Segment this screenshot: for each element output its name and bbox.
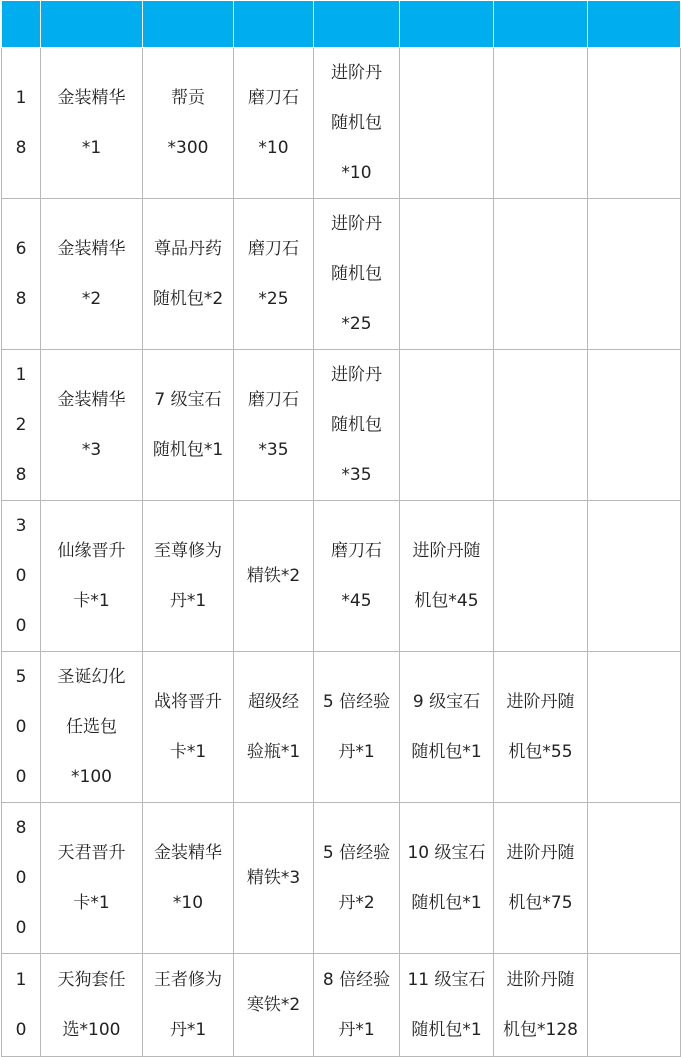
reward-text: 8 倍经验 丹*1 — [322, 970, 391, 1040]
amount-cell — [2, 199, 41, 350]
reward-cell — [41, 199, 143, 350]
reward-text: 寒铁*2 — [246, 995, 301, 1015]
reward-cell — [400, 652, 494, 803]
reward-cell — [400, 954, 494, 1057]
reward-text: 至尊修为 丹*1 — [154, 541, 222, 611]
reward-cell — [494, 501, 588, 652]
reward-cell — [400, 803, 494, 954]
reward-text: 进阶丹随 机包*45 — [412, 541, 481, 611]
table-row — [2, 501, 681, 652]
amount-text: 3 0 0 — [15, 516, 27, 636]
reward-text: 王者修为 丹*1 — [154, 970, 222, 1040]
reward-cell — [314, 199, 400, 350]
empty-cell — [588, 501, 681, 652]
reward-cell — [314, 652, 400, 803]
reward-cell — [400, 350, 494, 501]
reward-cell — [400, 48, 494, 199]
reward-cell — [41, 501, 143, 652]
reward-text: 9 级宝石 随机包*1 — [411, 692, 482, 762]
header-cell — [234, 1, 314, 48]
empty-cell — [588, 199, 681, 350]
amount-text: 8 0 0 — [15, 818, 27, 938]
reward-text: 圣诞幻化 任选包 *100 — [57, 667, 126, 787]
empty-cell — [588, 954, 681, 1057]
reward-cell — [494, 803, 588, 954]
reward-cell — [41, 954, 143, 1057]
reward-text: 进阶丹随 机包*75 — [506, 843, 575, 913]
table-row — [2, 350, 681, 501]
reward-cell — [494, 199, 588, 350]
reward-text: 仙缘晋升 卡*1 — [57, 541, 126, 611]
amount-cell — [2, 954, 41, 1057]
reward-text: 5 倍经验 丹*2 — [322, 843, 391, 913]
reward-text: 10 级宝石 随机包*1 — [407, 843, 486, 913]
reward-cell — [314, 954, 400, 1057]
empty-cell — [588, 350, 681, 501]
amount-text: 1 8 — [15, 88, 27, 158]
reward-text: 磨刀石 *25 — [248, 239, 299, 309]
reward-text: 天君晋升 卡*1 — [57, 843, 126, 913]
reward-text: 金装精华 *1 — [57, 88, 126, 158]
header-cell — [2, 1, 41, 48]
reward-text: 战将晋升 卡*1 — [154, 692, 222, 762]
reward-text: 5 倍经验 丹*1 — [322, 692, 391, 762]
table-row — [2, 48, 681, 199]
amount-text: 5 0 0 — [15, 667, 27, 787]
reward-cell — [143, 803, 234, 954]
reward-cell — [234, 501, 314, 652]
reward-text: 磨刀石 *10 — [248, 88, 299, 158]
reward-cell — [494, 350, 588, 501]
header-cell — [400, 1, 494, 48]
header-cell — [494, 1, 588, 48]
reward-cell — [494, 954, 588, 1057]
reward-text: 精铁*3 — [246, 868, 301, 888]
amount-cell — [2, 501, 41, 652]
reward-text: 精铁*2 — [246, 566, 301, 586]
empty-cell — [588, 652, 681, 803]
header-cell — [314, 1, 400, 48]
reward-text: 进阶丹 随机包 *35 — [331, 365, 382, 485]
reward-cell — [314, 350, 400, 501]
amount-cell — [2, 652, 41, 803]
header-cell — [143, 1, 234, 48]
amount-text: 6 8 — [15, 239, 27, 309]
reward-cell — [143, 199, 234, 350]
amount-cell — [2, 48, 41, 199]
reward-cell — [143, 48, 234, 199]
table-header-row — [2, 1, 681, 48]
reward-text: 帮贡 *300 — [167, 88, 209, 158]
reward-cell — [234, 350, 314, 501]
table-row — [2, 803, 681, 954]
reward-cell — [41, 350, 143, 501]
reward-cell — [41, 652, 143, 803]
reward-cell — [494, 652, 588, 803]
amount-text: 1 2 8 — [15, 365, 27, 485]
reward-cell — [41, 48, 143, 199]
reward-cell — [494, 48, 588, 199]
reward-text: 7 级宝石 随机包*1 — [152, 390, 224, 460]
amount-text: 1 0 — [15, 970, 27, 1040]
reward-cell — [41, 803, 143, 954]
reward-text: 11 级宝石 随机包*1 — [407, 970, 486, 1040]
reward-cell — [400, 501, 494, 652]
table-row — [2, 199, 681, 350]
amount-cell — [2, 350, 41, 501]
reward-cell — [234, 48, 314, 199]
reward-text: 超级经 验瓶*1 — [246, 692, 301, 762]
header-cell — [588, 1, 681, 48]
reward-text: 磨刀石 *45 — [331, 541, 382, 611]
empty-cell — [588, 803, 681, 954]
reward-cell — [143, 954, 234, 1057]
reward-text: 进阶丹 随机包 *10 — [331, 63, 382, 183]
header-cell — [41, 1, 143, 48]
reward-table — [1, 0, 681, 1057]
reward-cell — [314, 803, 400, 954]
reward-cell — [234, 652, 314, 803]
amount-cell — [2, 803, 41, 954]
reward-text: 进阶丹随 机包*128 — [503, 970, 578, 1040]
reward-text: 金装精华 *3 — [57, 390, 126, 460]
reward-cell — [234, 199, 314, 350]
reward-cell — [314, 48, 400, 199]
reward-text: 金装精华 *10 — [154, 843, 222, 913]
reward-text: 金装精华 *2 — [57, 239, 126, 309]
table-row — [2, 954, 681, 1057]
reward-text: 进阶丹 随机包 *25 — [331, 214, 382, 334]
reward-text: 天狗套任 选*100 — [57, 970, 126, 1040]
reward-text: 尊品丹药 随机包*2 — [152, 239, 224, 309]
reward-cell — [234, 803, 314, 954]
reward-cell — [143, 501, 234, 652]
reward-cell — [234, 954, 314, 1057]
reward-text: 磨刀石 *35 — [248, 390, 299, 460]
reward-cell — [314, 501, 400, 652]
reward-cell — [400, 199, 494, 350]
empty-cell — [588, 48, 681, 199]
reward-cell — [143, 652, 234, 803]
table-row — [2, 652, 681, 803]
reward-cell — [143, 350, 234, 501]
reward-text: 进阶丹随 机包*55 — [506, 692, 575, 762]
